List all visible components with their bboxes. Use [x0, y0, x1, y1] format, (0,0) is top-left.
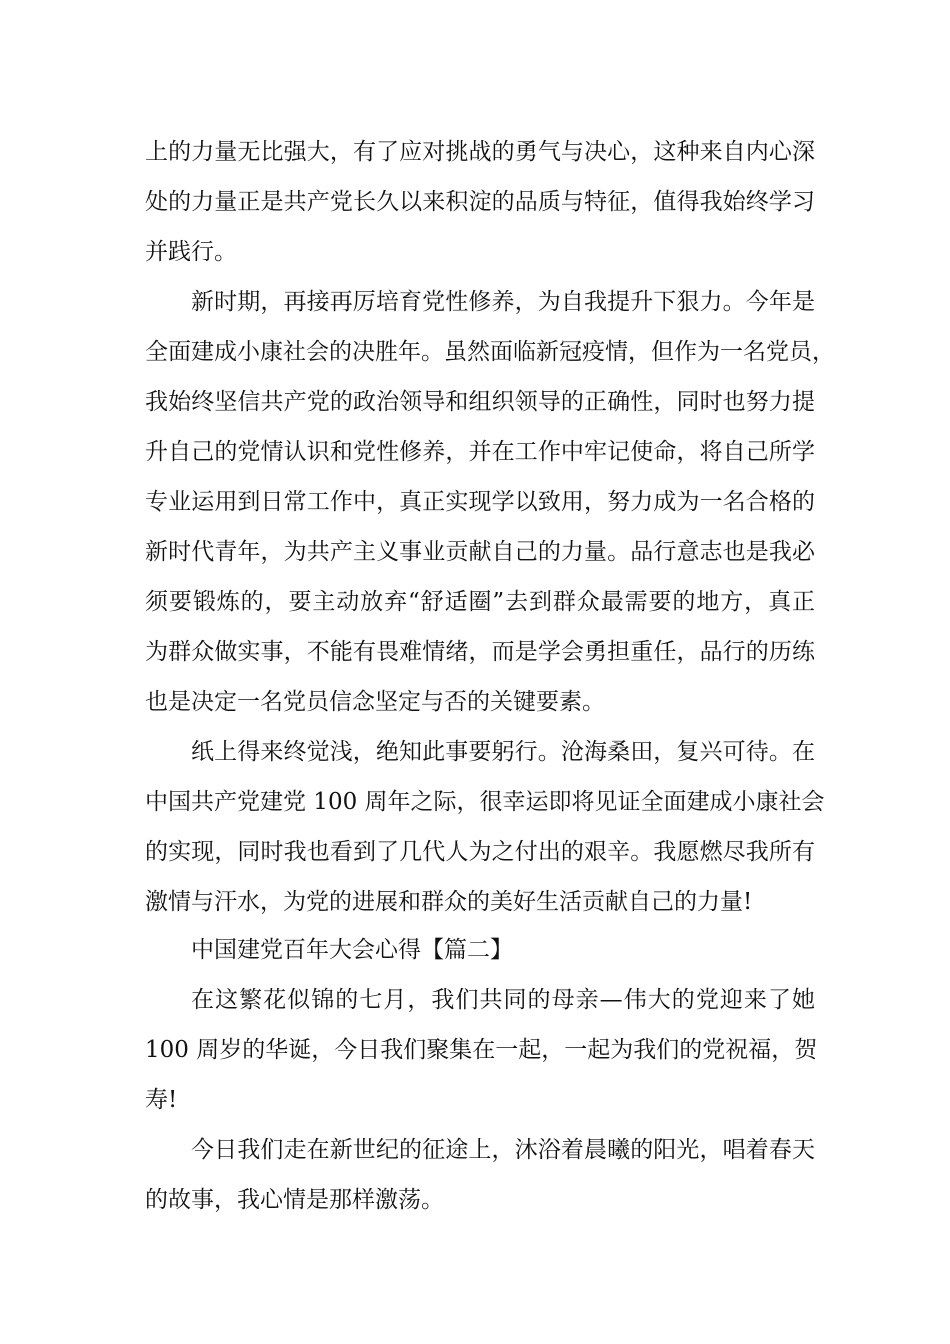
text-line: 中国共产党建党 100 周年之际，很幸运即将见证全面建成小康社会	[145, 789, 825, 815]
text-line: 纸上得来终觉浅，绝知此事要躬行。沧海桑田，复兴可待。在	[191, 739, 815, 765]
text-line: 并践行。	[145, 239, 237, 265]
text-line: 激情与汗水，为党的进展和群众的美好生活贡献自己的力量!	[145, 889, 753, 915]
text-line: 处的力量正是共产党长久以来积淀的品质与特征，值得我始终学习	[145, 189, 815, 215]
text-line: 专业运用到日常工作中，真正实现学以致用，努力成为一名合格的	[145, 489, 815, 515]
text-line: 的故事，我心情是那样激荡。	[145, 1187, 444, 1213]
text-line: 上的力量无比强大，有了应对挑战的勇气与决心，这种来自内心深	[145, 139, 815, 165]
text-line: 为群众做实事，不能有畏难情绪，而是学会勇担重任，品行的历练	[145, 639, 815, 665]
text-line: 也是决定一名党员信念坚定与否的关键要素。	[145, 689, 605, 715]
text-line: 寿!	[145, 1087, 178, 1113]
text-line: 须要锻炼的，要主动放弃“舒适圈”去到群众最需要的地方，真正	[145, 589, 815, 615]
text-line: 新时代青年，为共产主义事业贡献自己的力量。品行意志也是我必	[145, 539, 815, 565]
text-line: 升自己的党情认识和党性修养，并在工作中牢记使命，将自己所学	[145, 439, 815, 465]
text-line: 100 周岁的华诞，今日我们聚集在一起，一起为我们的党祝福，贺	[145, 1037, 818, 1063]
text-line: 我始终坚信共产党的政治领导和组织领导的正确性，同时也努力提	[145, 389, 815, 415]
text-line: 新时期，再接再厉培育党性修养，为自我提升下狠力。今年是	[191, 289, 815, 315]
text-line: 在这繁花似锦的七月，我们共同的母亲—伟大的党迎来了她	[191, 987, 815, 1013]
text-line: 的实现，同时我也看到了几代人为之付出的艰辛。我愿燃尽我所有	[145, 839, 815, 865]
text-line: 今日我们走在新世纪的征途上，沐浴着晨曦的阳光，唱着春天	[191, 1137, 815, 1163]
section-heading: 中国建党百年大会心得【篇二】	[191, 937, 513, 963]
text-line: 全面建成小康社会的决胜年。虽然面临新冠疫情，但作为一名党员，	[145, 339, 835, 365]
